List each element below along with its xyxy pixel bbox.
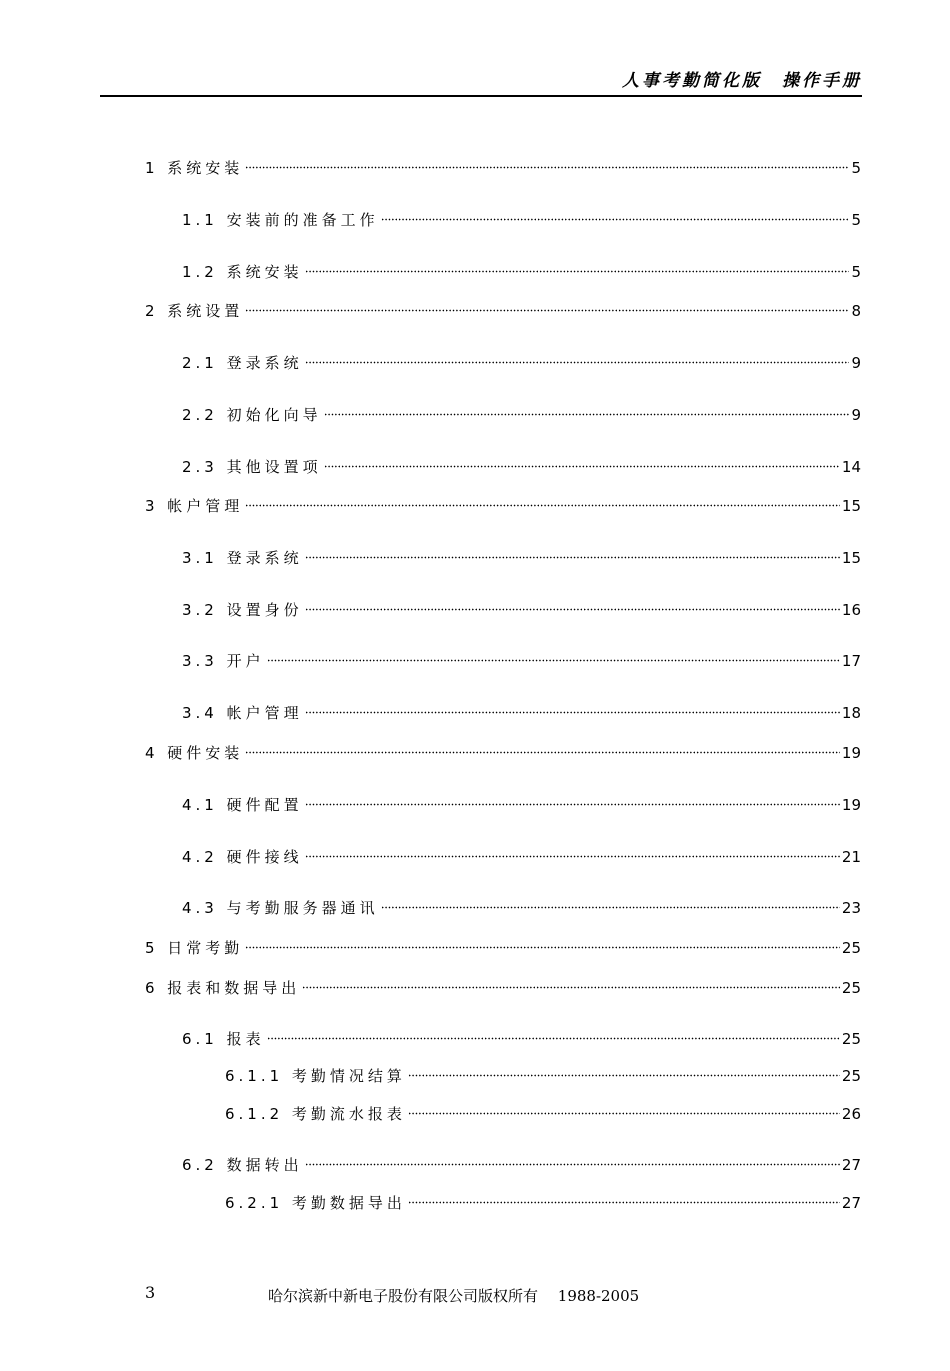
toc-entry[interactable] <box>182 646 861 670</box>
toc-entry-label: 2.3 其他设置项 <box>182 458 322 476</box>
toc-entry-label: 5 日常考勤 <box>145 939 244 957</box>
footer-page-number: 3 <box>145 1283 156 1302</box>
toc-entry-page: 25 <box>841 939 861 957</box>
toc-entry[interactable] <box>182 257 861 281</box>
toc-leader-dots <box>245 933 840 953</box>
toc-entry[interactable] <box>182 205 861 229</box>
toc-entry-page: 27 <box>841 1156 861 1174</box>
toc-entry-page: 21 <box>841 848 861 866</box>
toc-leader-dots <box>245 738 840 758</box>
toc-leader-dots <box>324 400 850 420</box>
toc-entry-label: 3.4 帐户管理 <box>182 704 303 722</box>
toc-leader-dots <box>302 973 840 993</box>
toc-entry-page: 27 <box>841 1194 861 1212</box>
toc-entry-label: 3.1 登录系统 <box>182 549 303 567</box>
toc-entry[interactable] <box>225 1188 861 1212</box>
toc-entry-label: 4.1 硬件配置 <box>182 796 303 814</box>
toc-entry[interactable] <box>182 543 861 567</box>
toc-leader-dots <box>245 296 849 316</box>
toc-entry-label: 1.1 安装前的准备工作 <box>182 211 379 229</box>
toc-leader-dots <box>267 646 840 666</box>
toc-entry-label: 6.1.2 考勤流水报表 <box>225 1105 406 1123</box>
toc-leader-dots <box>305 257 850 277</box>
toc-entry-label: 6.1 报表 <box>182 1030 265 1048</box>
toc-leader-dots <box>245 491 840 511</box>
toc-leader-dots <box>245 153 849 173</box>
toc-entry-label: 4.2 硬件接线 <box>182 848 303 866</box>
toc-entry-page: 16 <box>841 601 861 619</box>
toc-leader-dots <box>381 893 840 913</box>
toc-leader-dots <box>305 698 840 718</box>
toc-entry-page: 5 <box>851 159 861 177</box>
toc-entry-page: 25 <box>841 1030 861 1048</box>
toc-entry-page: 25 <box>841 1067 861 1085</box>
toc-entry[interactable] <box>145 296 861 320</box>
toc-entry-label: 2.2 初始化向导 <box>182 406 322 424</box>
toc-entry-page: 15 <box>841 549 861 567</box>
toc-leader-dots <box>408 1061 840 1081</box>
toc-entry-label: 1 系统安装 <box>145 159 244 177</box>
toc-entry-label: 6 报表和数据导出 <box>145 979 301 997</box>
toc-entry[interactable] <box>182 893 861 917</box>
manual-title: 人事考勤简化版 操作手册 <box>622 71 862 91</box>
toc-entry-page: 5 <box>851 263 861 281</box>
toc-leader-dots <box>305 842 840 862</box>
toc-entry[interactable] <box>182 400 861 424</box>
toc-entry-label: 6.1.1 考勤情况结算 <box>225 1067 406 1085</box>
toc-leader-dots <box>305 790 840 810</box>
toc-leader-dots <box>305 595 840 615</box>
toc-entry-label: 3.2 设置身份 <box>182 601 303 619</box>
toc-entry-label: 4.3 与考勤服务器通讯 <box>182 899 379 917</box>
toc-entry-label: 6.2.1 考勤数据导出 <box>225 1194 406 1212</box>
toc-entry-label: 3 帐户管理 <box>145 497 244 515</box>
toc-entry[interactable] <box>225 1061 861 1085</box>
toc-entry-label: 3.3 开户 <box>182 652 265 670</box>
toc-entry-page: 25 <box>841 979 861 997</box>
toc-entry-label: 4 硬件安装 <box>145 744 244 762</box>
toc-entry-label: 2.1 登录系统 <box>182 354 303 372</box>
toc-leader-dots <box>408 1188 840 1208</box>
toc-entry-page: 9 <box>851 406 861 424</box>
toc-entry[interactable] <box>182 348 861 372</box>
toc-entry-page: 15 <box>841 497 861 515</box>
toc-entry-page: 17 <box>841 652 861 670</box>
toc-entry[interactable] <box>225 1099 861 1123</box>
toc-leader-dots <box>267 1024 840 1044</box>
toc-entry[interactable] <box>182 595 861 619</box>
toc-entry-page: 14 <box>841 458 861 476</box>
toc-entry-page: 19 <box>841 796 861 814</box>
toc-leader-dots <box>381 205 850 225</box>
toc-leader-dots <box>324 452 840 472</box>
toc-entry-page: 23 <box>841 899 861 917</box>
toc-entry[interactable] <box>182 698 861 722</box>
toc-entry[interactable] <box>145 973 861 997</box>
toc-leader-dots <box>408 1099 840 1119</box>
toc-leader-dots <box>305 543 840 563</box>
toc-entry[interactable] <box>182 790 861 814</box>
toc-entry[interactable] <box>145 738 861 762</box>
toc-entry-label: 2 系统设置 <box>145 302 244 320</box>
footer-copyright: 哈尔滨新中新电子股份有限公司版权所有 1988-2005 <box>268 1287 640 1305</box>
toc-entry-page: 8 <box>851 302 861 320</box>
toc-entry[interactable] <box>182 1150 861 1174</box>
toc-leader-dots <box>305 1150 840 1170</box>
toc-entry-page: 9 <box>851 354 861 372</box>
toc-leader-dots <box>305 348 850 368</box>
toc-entry[interactable] <box>182 452 861 476</box>
toc-entry-page: 5 <box>851 211 861 229</box>
toc-entry[interactable] <box>145 933 861 957</box>
toc-entry-page: 18 <box>841 704 861 722</box>
toc-entry[interactable] <box>182 1024 861 1048</box>
toc-entry-page: 19 <box>841 744 861 762</box>
toc-entry[interactable] <box>145 153 861 177</box>
header-divider <box>100 95 862 97</box>
toc-entry-label: 1.2 系统安装 <box>182 263 303 281</box>
toc-entry[interactable] <box>145 491 861 515</box>
toc-entry[interactable] <box>182 842 861 866</box>
toc-entry-label: 6.2 数据转出 <box>182 1156 303 1174</box>
toc-entry-page: 26 <box>841 1105 861 1123</box>
